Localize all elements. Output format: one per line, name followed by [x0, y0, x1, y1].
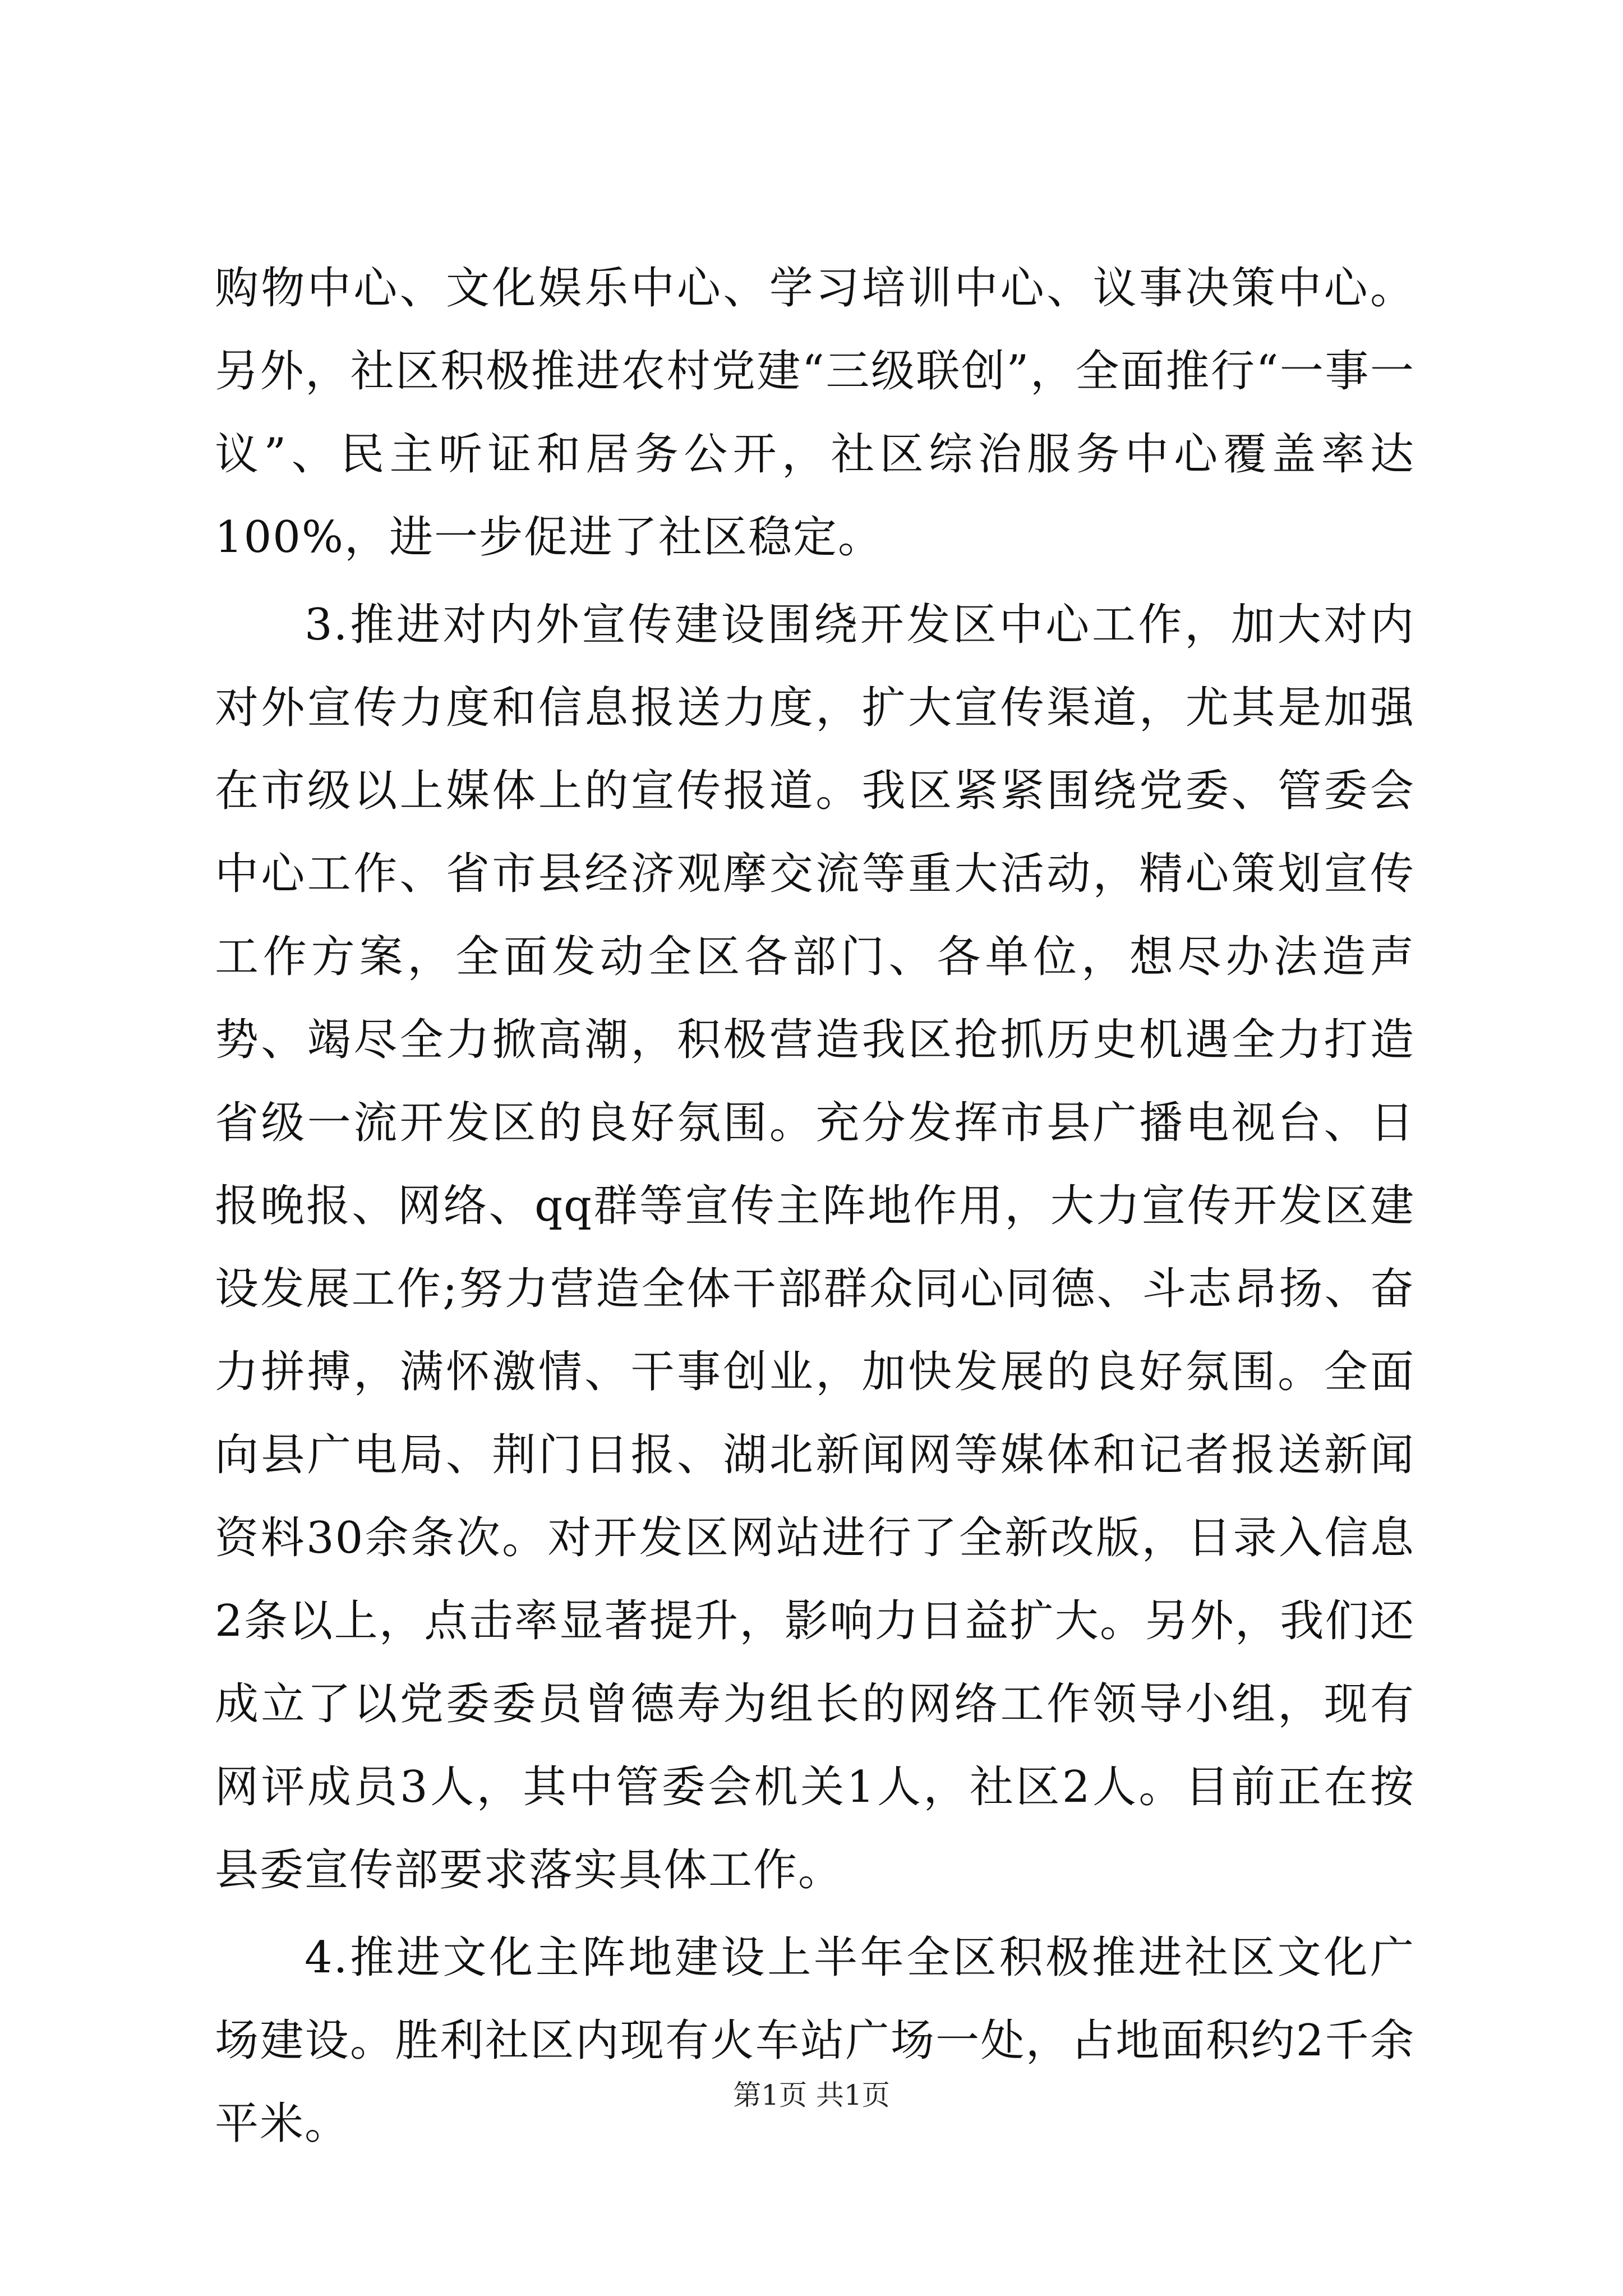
paragraph-cultural-base: 4.推进文化主阵地建设上半年全区积极推进社区文化广场建设。胜利社区内现有火车站广场一处，占地面积约2千余平米。: [215, 1932, 1415, 2149]
paragraph-community-centers: 购物中心、文化娱乐中心、学习培训中心、议事决策中心。另外，社区积极推进农村党建“三级联创”，全面推行“一事一议”、民主听证和居务公开，社区综治服务中心覆盖率达100%，进一步促进了社区稳定。: [215, 263, 1415, 563]
paragraph-publicity-construction: 3.推进对内外宣传建设围绕开发区中心工作，加大对内对外宣传力度和信息报送力度，扩大宣传渠道，尤其是加强在市级以上媒体上的宣传报道。我区紧紧围绕党委、管委会中心工作、省市县经济观摩交流等重大活动，精心策划宣传工作方案，全面发动全区各部门、各单位，想尽办法造声势、竭尽全力掀高潮，积极营造我区抢抓历史机遇全力打造省级一流开发区的良好氛围。充分发挥市县广播电视台、日报晚报、网络、qq群等宣传主阵地作用，大力宣传开发区建设发展工作;努力营造全体干部群众同心同德、斗志昂扬、奋力拼搏，满怀激情、干事创业，加快发展的良好氛围。全面向县广电局、荆门日报、湖北新闻网等媒体和记者报送新闻资料30余条次。对开发区网站进行了全新改版，日录入信息2条以上，点击率显著提升，影响力日益扩大。另外，我们还成立了以党委委员曾德寿为组长的网络工作领导小组，现有网评成员3人，其中管委会机关1人，社区2人。目前正在按县委宣传部要求落实具体工作。: [215, 600, 1415, 1895]
page-footer: 第1页 共1页: [733, 2079, 890, 2111]
document-body: [215, 247, 1415, 2165]
